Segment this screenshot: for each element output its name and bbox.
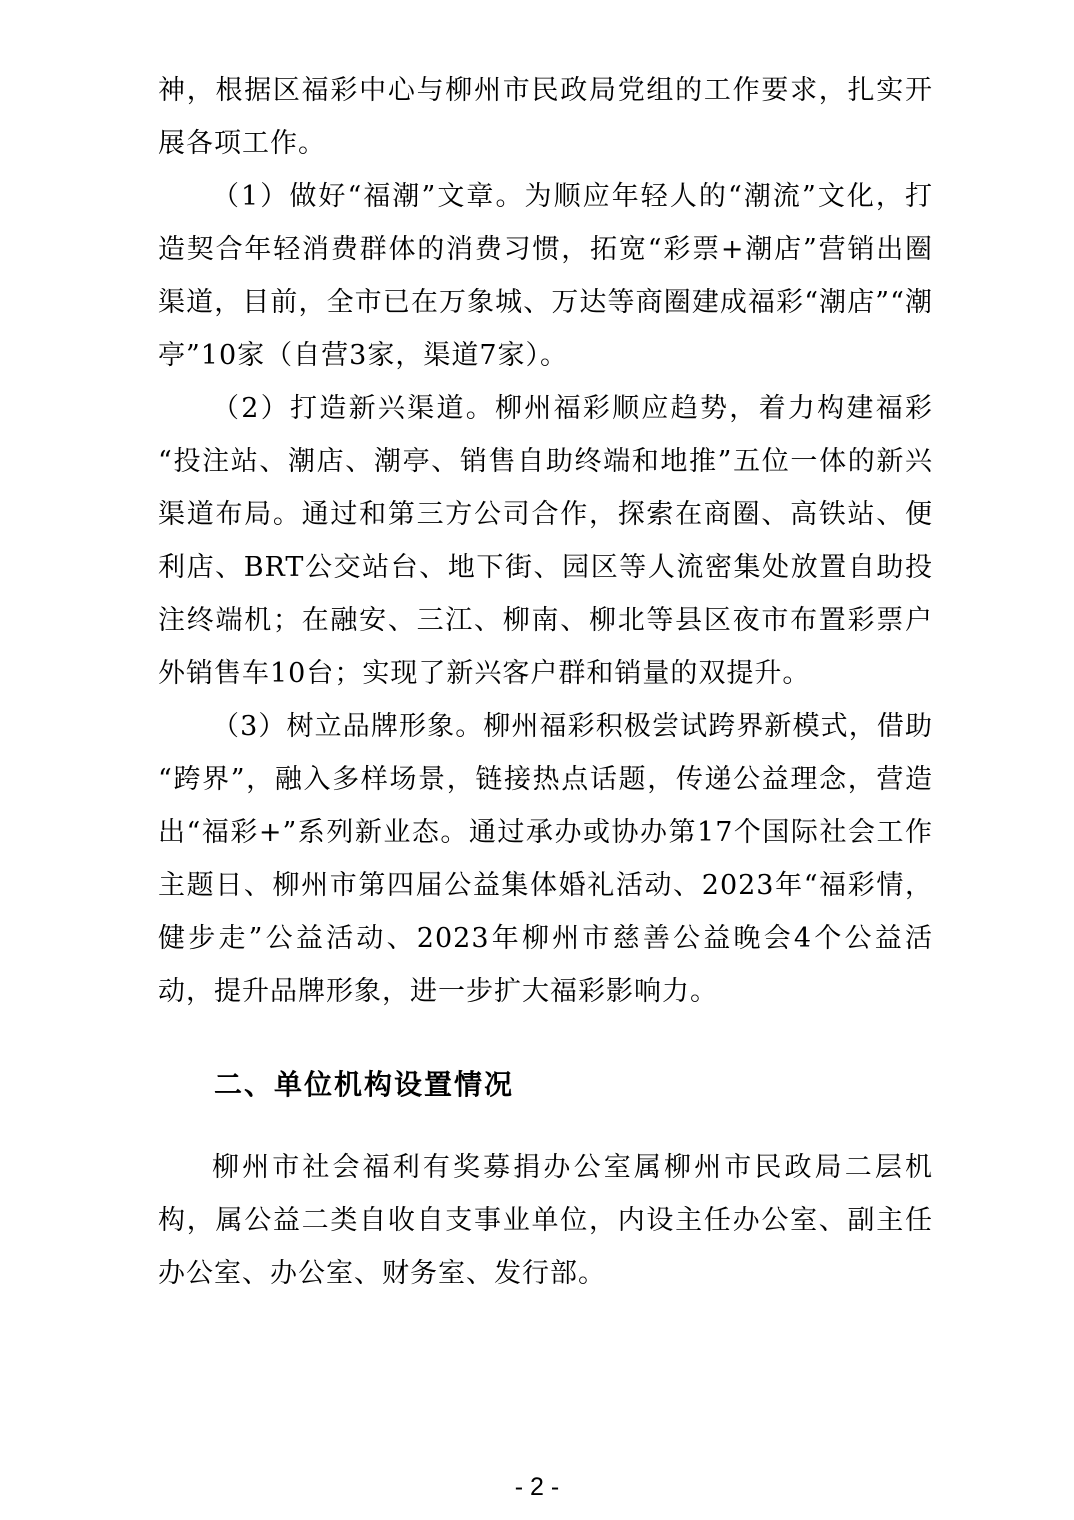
document-body [158,64,933,1300]
closing-paragraph: 柳州市社会福利有奖募捐办公室属柳州市民政局二层机构，属公益二类自收自支事业单位，内设主任办公室、副主任办公室、办公室、财务室、发行部。 [158,1152,933,1289]
body-paragraph-item-2: （2）打造新兴渠道。柳州福彩顺应趋势，着力构建福彩“投注站、潮店、潮亭、销售自助终端和地推”五位一体的新兴渠道布局。通过和第三方公司合作，探索在商圈、高铁站、便利店、BRT公交站台、地下街、园区等人流密集处放置自助投注终端机；在融安、三江、柳南、柳北等县区夜市布置彩票户外销售车10台；实现了新兴客户群和销量的双提升。 [158,393,933,689]
body-paragraph-item-3: （3）树立品牌形象。柳州福彩积极尝试跨界新模式，借助“跨界”，融入多样场景，链接热点话题，传递公益理念，营造出“福彩+”系列新业态。通过承办或协办第17个国际社会工作主题日、柳州市第四届公益集体婚礼活动、2023年“福彩情，健步走”公益活动、2023年柳州市慈善公益晚会4个公益活动，提升品牌形象，进一步扩大福彩影响力。 [158,711,933,1007]
page-number: - 2 - [514,1473,560,1501]
body-paragraph-item-1: （1）做好“福潮”文章。为顺应年轻人的“潮流”文化，打造契合年轻消费群体的消费习惯，拓宽“彩票+潮店”营销出圈渠道，目前，全市已在万象城、万达等商圈建成福彩“潮店”“潮亭”10家（自营3家，渠道7家）。 [158,181,933,371]
section-heading: 二、单位机构设置情况 [214,1068,515,1101]
body-paragraph-continuation: 神，根据区福彩中心与柳州市民政局党组的工作要求，扎实开展各项工作。 [158,75,933,159]
